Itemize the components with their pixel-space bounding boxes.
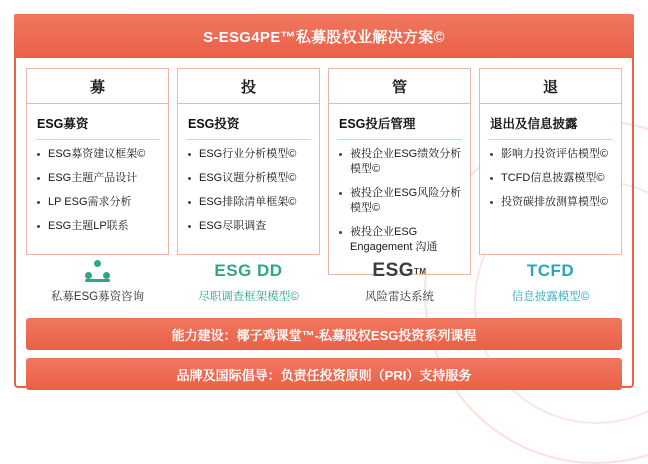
list-item: 投资碳排放测算模型© xyxy=(488,195,613,210)
person-dot-top xyxy=(94,260,101,267)
base-bar xyxy=(85,279,110,282)
pillar-divider xyxy=(35,139,160,140)
pillar-item-list xyxy=(488,147,613,210)
esg-dd-wordmark: ESG DD xyxy=(214,261,283,280)
esg-wordmark xyxy=(328,258,471,284)
tcfd-wordmark: TCFD xyxy=(526,261,575,280)
pillar-subtitle: 退出及信息披露 xyxy=(490,117,578,131)
product-logo-caption: 尽职调查框架模型© xyxy=(198,291,299,303)
person-dot-left xyxy=(85,272,92,279)
list-item: ESG主题产品设计 xyxy=(35,171,160,186)
product-logo-fundraising xyxy=(26,258,169,304)
product-logo-esg-radar xyxy=(328,258,471,304)
pillar-divider xyxy=(186,139,311,140)
person-dot-right xyxy=(103,272,110,279)
list-item: 影响力投资评估模型© xyxy=(488,147,613,162)
brand-advocacy-banner xyxy=(26,358,622,390)
pillar-body xyxy=(177,103,320,255)
list-item: TCFD信息披露模型© xyxy=(488,171,613,186)
diagram-title xyxy=(14,14,634,58)
pillar-column-fundraising xyxy=(26,68,169,275)
pillar-header-label: 退 xyxy=(542,78,558,96)
capability-banner xyxy=(26,318,622,350)
pillar-item-list xyxy=(337,147,462,255)
pillar-header xyxy=(479,68,622,103)
people-triangle-icon xyxy=(26,258,169,284)
pillar-item-list xyxy=(35,147,160,234)
list-item: ESG行业分析模型© xyxy=(186,147,311,162)
list-item: ESG排除清单框架© xyxy=(186,195,311,210)
brand-advocacy-banner-text: 品牌及国际倡导：负责任投资原则（PRI）支持服务 xyxy=(176,367,472,383)
list-item: ESG尽职调查 xyxy=(186,219,311,234)
esg-wordmark-text: ESG xyxy=(372,260,415,281)
pillar-columns xyxy=(26,68,622,275)
pillar-divider xyxy=(337,139,462,140)
pillar-header xyxy=(26,68,169,103)
pillar-column-investment xyxy=(177,68,320,275)
product-logo-caption: 私募ESG募资咨询 xyxy=(50,291,145,303)
pillar-body xyxy=(26,103,169,255)
list-item: 被投企业ESG风险分析模型© xyxy=(337,186,462,216)
pillar-item-list xyxy=(186,147,311,234)
people-triangle-shape xyxy=(81,260,115,282)
product-logo-row xyxy=(26,258,622,304)
pillar-header xyxy=(177,68,320,103)
pillar-body xyxy=(328,103,471,275)
list-item: ESG主题LP联系 xyxy=(35,219,160,234)
pillar-divider xyxy=(488,139,613,140)
product-logo-esgdd xyxy=(177,258,320,304)
pillar-column-exit xyxy=(479,68,622,275)
product-logo-tcfd xyxy=(479,258,622,304)
product-logo-caption: 信息披露模型© xyxy=(511,291,590,303)
pillar-header-label: 募 xyxy=(89,78,105,96)
capability-banner-text: 能力建设：椰子鸡课堂™-私募股权ESG投资系列课程 xyxy=(171,327,477,343)
pillar-subtitle: ESG投后管理 xyxy=(339,117,416,131)
pillar-header-label: 管 xyxy=(391,78,407,96)
list-item: LP ESG需求分析 xyxy=(35,195,160,210)
list-item: 被投企业ESG Engagement 沟通 xyxy=(337,225,462,255)
list-item: 被投企业ESG绩效分析模型© xyxy=(337,147,462,177)
pillar-subtitle: ESG募资 xyxy=(37,117,89,131)
pillar-header-label: 投 xyxy=(240,78,256,96)
pillar-column-management xyxy=(328,68,471,275)
trademark-superscript: TM xyxy=(414,266,427,276)
list-item: ESG募资建议框架© xyxy=(35,147,160,162)
pillar-body xyxy=(479,103,622,255)
product-logo-caption: 风险雷达系统 xyxy=(365,291,434,303)
pillar-subtitle: ESG投资 xyxy=(188,117,240,131)
diagram-title-text: S-ESG4PE™私募股权业解决方案© xyxy=(203,28,445,46)
list-item: ESG议题分析模型© xyxy=(186,171,311,186)
pillar-header xyxy=(328,68,471,103)
